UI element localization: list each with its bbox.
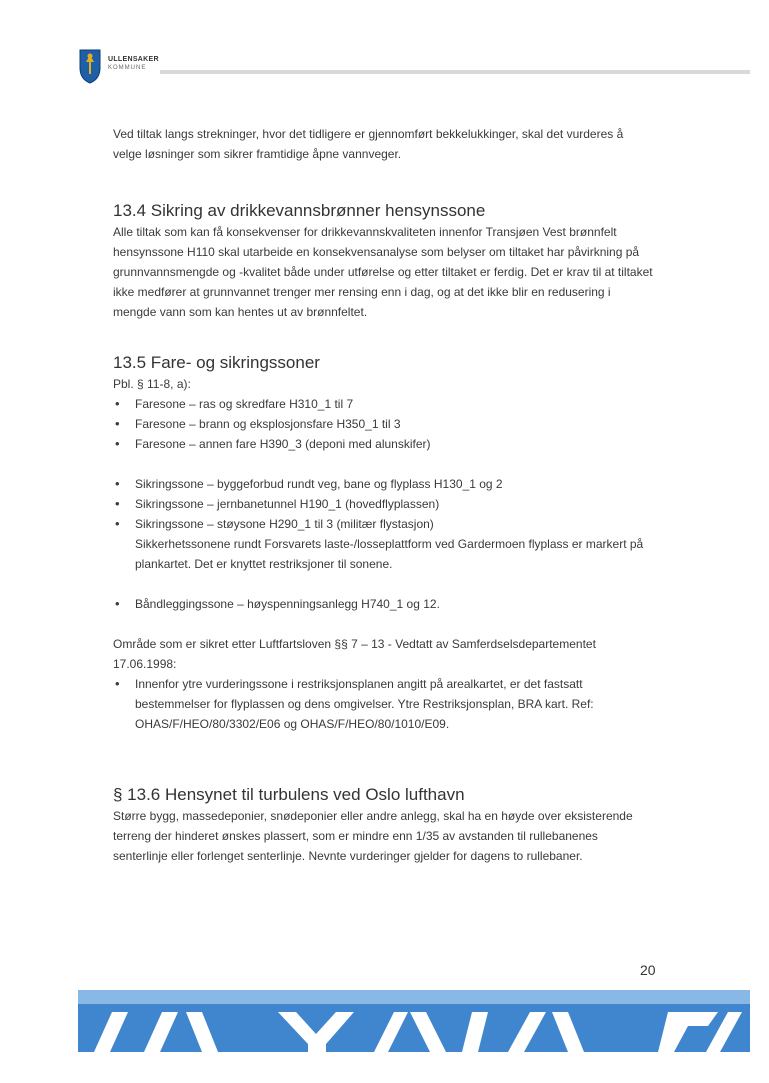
- coat-of-arms-icon: [78, 48, 102, 84]
- section-13-6-body: Større bygg, massedeponier, snødeponier eller andre anlegg, skal ha en høyde over eksisterende terreng der hinderet ønskes plassert, som er mindre enn 1/35 av avstanden til rullebanenes senterlinje eller forlenget senterlinje. Nevnte vurderinger gjelder for dagens to rullebaner.: [113, 809, 633, 863]
- page-number: 20: [640, 962, 656, 978]
- omrade-paragraph: Område som er sikret etter Luftfartsloven §§ 7 – 13 - Vedtatt av Samferdselsdepartementet 17.06.1998:: [113, 637, 596, 671]
- section-13-5-ref: Pbl. § 11-8, a):: [113, 377, 191, 391]
- header-rule: [160, 70, 750, 74]
- brand-name: ULLENSAKER: [108, 56, 159, 63]
- fare-list: [113, 394, 653, 454]
- document-body: [113, 124, 653, 866]
- list-item: • Faresone – brann og eksplosjonsfare H350_1 til 3: [113, 414, 653, 434]
- innenfor-list: [113, 674, 653, 734]
- section-13-6-heading: § 13.6 Hensynet til turbulens ved Oslo lufthavn: [113, 785, 465, 804]
- list-item: • Båndleggingssone – høyspenningsanlegg H740_1 og 12.: [113, 594, 653, 614]
- municipality-logo-text: [108, 56, 159, 71]
- section-13-4-body: Alle tiltak som kan få konsekvenser for drikkevannskvaliteten innenfor Transjøen Vest brønnfelt hensynssone H110 skal utarbeide en konsekvensanalyse som belyser om tiltaket har påvirkning på grunnvannsmengde og -kvalitet både under utførelse og etter tiltaket er ferdig. Det er krav til at tiltaket ikke medfører at grunnvannet trenger mer rensing enn i dag, og at det ikke blir en redusering i mengde vann som kan hentes ut av brønnfeltet.: [113, 225, 653, 319]
- intro-paragraph: Ved tiltak langs strekninger, hvor det tidligere er gjennomført bekkelukkinger, skal det vurderes å velge løsninger som sikrer framtidige åpne vannveger.: [113, 127, 624, 161]
- band-list: [113, 594, 653, 614]
- sikring-list: [113, 474, 653, 534]
- section-13-4-heading: 13.4 Sikring av drikkevannsbrønner hensynssone: [113, 201, 486, 220]
- list-item: • Sikringssone – jernbanetunnel H190_1 (hovedflyplassen): [113, 494, 653, 514]
- list-item: • Faresone – ras og skredfare H310_1 til 7: [113, 394, 653, 414]
- brand-sub: KOMMUNE: [108, 65, 147, 71]
- list-item: • Innenfor ytre vurderingssone i restriksjonsplanen angitt på arealkartet, er det fastsatt bestemmelser for flyplassen og dens omgivelser. Ytre Restriksjonsplan, BRA kart. Ref: OHAS/F/HEO/80/3302/E06 og OHAS/F/HEO/80/1010/E09.: [113, 674, 653, 734]
- list-item: • Sikringssone – støysone H290_1 til 3 (militær flystasjon): [113, 514, 653, 534]
- page-header: [78, 48, 750, 88]
- sikring-note: Sikkerhetssonene rundt Forsvarets laste-/losseplattform ved Gardermoen flyplass er markert på plankartet. Det er knyttet restriksjoner til sonene.: [135, 537, 644, 571]
- section-13-5-heading: 13.5 Fare- og sikringssoner: [113, 353, 320, 372]
- footer-decorative-band: [78, 990, 750, 1052]
- list-item: • Faresone – annen fare H390_3 (deponi med alunskifer): [113, 434, 653, 454]
- list-item: • Sikringssone – byggeforbud rundt veg, bane og flyplass H130_1 og 2: [113, 474, 653, 494]
